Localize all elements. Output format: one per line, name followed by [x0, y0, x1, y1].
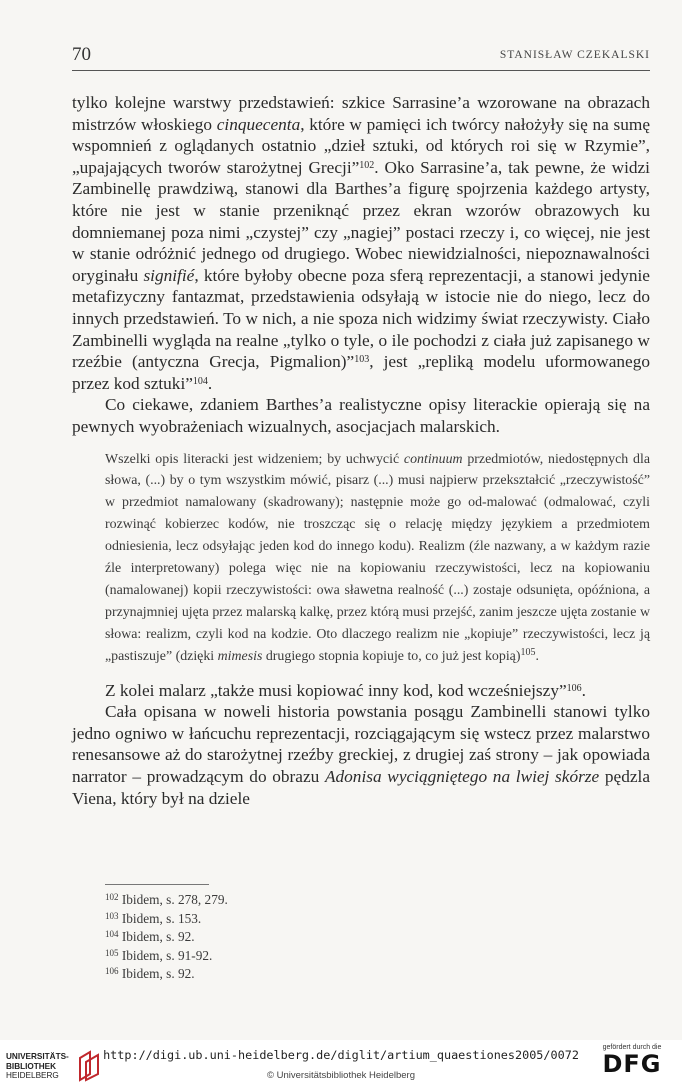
footnote [105, 891, 650, 910]
footnote [105, 965, 650, 984]
text-run: Z kolei malarz „także musi kopiować inny kod, kod wcześniejszy” [105, 680, 567, 700]
footnotes [105, 891, 650, 984]
footnote [105, 928, 650, 947]
footnote-text: Ibidem, s. 91-92. [121, 947, 213, 963]
paragraph [72, 92, 650, 394]
paragraph [72, 680, 650, 702]
copyright-notice: © Universitätsbibliothek Heidelberg [267, 1070, 415, 1081]
text-run: Cała opisana w noweli historia powstania posągu Zambinelli stanowi tylko jedno ogniwo w łańcuchu reprezentacji, rozciągającym się wstecz przez malarstwo renesansowe aż do starożytnej rzeźby greckiej, z drugiej zaś strony – jak opowiada narrator – prowadzącym do obrazu [72, 702, 650, 786]
library-name-line: UNIVERSITÄTS- [6, 1052, 69, 1061]
text-run: . [535, 648, 539, 664]
text-run: . [581, 680, 586, 700]
text-run: drugiego stopnia kopiuje to, co już jest kopią) [262, 648, 521, 664]
text-run: , które byłoby obecne poza sferą reprezentacji, a stanowi jedynie metafizyczny fantazmat, przedstawienia odsyłają w istocie nie do niego, lecz do innych przedstawień. To w nich, a nie spoza nich widzimy świat rzeczywisty. Ciało Zambinelli wygląda na realne „tylko o tyle, o ile pochodzi z ciała już zapisanego w rzeźbie (antyczna Grecja, Pigmalion)” [72, 265, 650, 372]
text-run: , jest „repliką modelu uformowanego przez kod sztuki” [72, 352, 651, 393]
text-run: pędzla Viena, który był na dziele [72, 766, 650, 808]
text-run: , które w pamięci ich twórcy nałożyły się na sumę wspomnień z oglądanych ostatnio „dzieł sztuki, od których roi się w Rzymie”, „upajających tworów starożytnej Grecji” [72, 114, 650, 177]
text-run: przedmiotów, niedostępnych dla słowa, (...) by o tym wszystkim mówić, pisarz (...) musi najpierw przekształcić „rzeczywistość” w przedmiot namalowany (skadrowany); następnie może go od-malować (odmalować, czyli rozwinąć kobierzec kodów, nie troszcząc się o relację między językiem a przedmiotem odniesienia, lecz odsyłając jeden kod do innego kodu). Realizm (źle nazwany, a w każdym razie źle interpretowany) polega więc nie na kopiowaniu rzeczywistości, lecz na kopiowaniu (namalowanej) kopii rzeczywistości: owa sławetna realność (...) zostaje odsunięta, opóźniona, a przynajmniej ujęta przez malarską kalkę, przez którą musi przejść, zanim jeszcze ujęta zostanie w słowa: realizm, czyli kod na kodzie. Oto dlaczego realizm nie „kopiuje” rzeczywistości, lecz ją „pastiszuje” (dzięki [105, 451, 650, 664]
dfg-logo[interactable] [592, 1044, 672, 1077]
footnote-text: Ibidem, s. 278, 279. [121, 892, 228, 907]
footnote-divider [105, 884, 209, 885]
text-run: . Oko Sarrasine’a, tak pewne, że widzi Zambinellę prawdziwą, stanowi dla Barthes’a figurę spojrzenia każdego artysty, które nie jest w stanie przeniknąć przez ekran wzorów obrazowych ku domniemanej poza nimi „czystej” czy „nagiej” postaci rzeczy i, co więcej, nie jest w stanie odróżnić jednego od drugiego. Wobec niewidzialności, niepoznawalności oryginału [72, 157, 650, 285]
italic-term: signifié [143, 265, 195, 285]
footnote-reference[interactable]: 103 [354, 354, 370, 366]
italic-title: Adonisa wyciągniętego na lwiej skórze [324, 766, 600, 786]
footnote-number: 102 [105, 892, 119, 902]
footnote-reference[interactable]: 105 [520, 646, 536, 658]
block-quote [105, 449, 650, 668]
quote-text [105, 449, 650, 668]
text-run: . [207, 373, 213, 393]
page-url-link[interactable]: http://digi.ub.uni-heidelberg.de/diglit/artium_quaestiones2005/0072 [103, 1048, 579, 1062]
page-number: 70 [72, 44, 91, 65]
italic-term: mimesis [217, 648, 263, 664]
paragraph: Co ciekawe, zdaniem Barthes’a realistyczne opisy literackie opierają się na pewnych wyobrażeniach wizualnych, asocjacjach malarskich. [72, 395, 650, 436]
footnote-text: Ibidem, s. 153. [121, 910, 202, 926]
main-text [72, 92, 650, 809]
footnote-number: 105 [105, 947, 119, 958]
footnote-number: 103 [105, 910, 119, 921]
footnote-text: Ibidem, s. 92. [121, 929, 195, 945]
italic-term: cinquecenta [216, 114, 301, 134]
footnote-number: 106 [105, 966, 119, 977]
viewer-footer [0, 1040, 682, 1088]
library-name-line: HEIDELBERG [6, 1071, 59, 1080]
footnote [105, 947, 650, 966]
paragraph [72, 701, 650, 809]
dfg-wordmark: DFG [602, 1050, 662, 1078]
footnote-reference[interactable]: 104 [192, 375, 208, 387]
dfg-caption: gefördert durch die [602, 1044, 662, 1051]
text-run: Wszelki opis literacki jest widzeniem; by uchwycić [105, 451, 404, 467]
footnote-reference[interactable]: 102 [359, 159, 375, 171]
footnote [105, 910, 650, 929]
italic-term: continuum [403, 451, 463, 467]
text-run: tylko kolejne warstwy przedstawień: szkice Sarrasine’a wzorowane na obrazach mistrzów włoskiego [72, 93, 650, 134]
page-header [72, 44, 650, 71]
library-name-line: BIBLIOTHEK [6, 1061, 57, 1071]
footnote-reference[interactable]: 106 [566, 682, 582, 694]
footnote-text: Ibidem, s. 92. [121, 966, 195, 982]
running-head: STANISŁAW CZEKALSKI [499, 49, 650, 61]
footnote-number: 104 [105, 929, 119, 940]
